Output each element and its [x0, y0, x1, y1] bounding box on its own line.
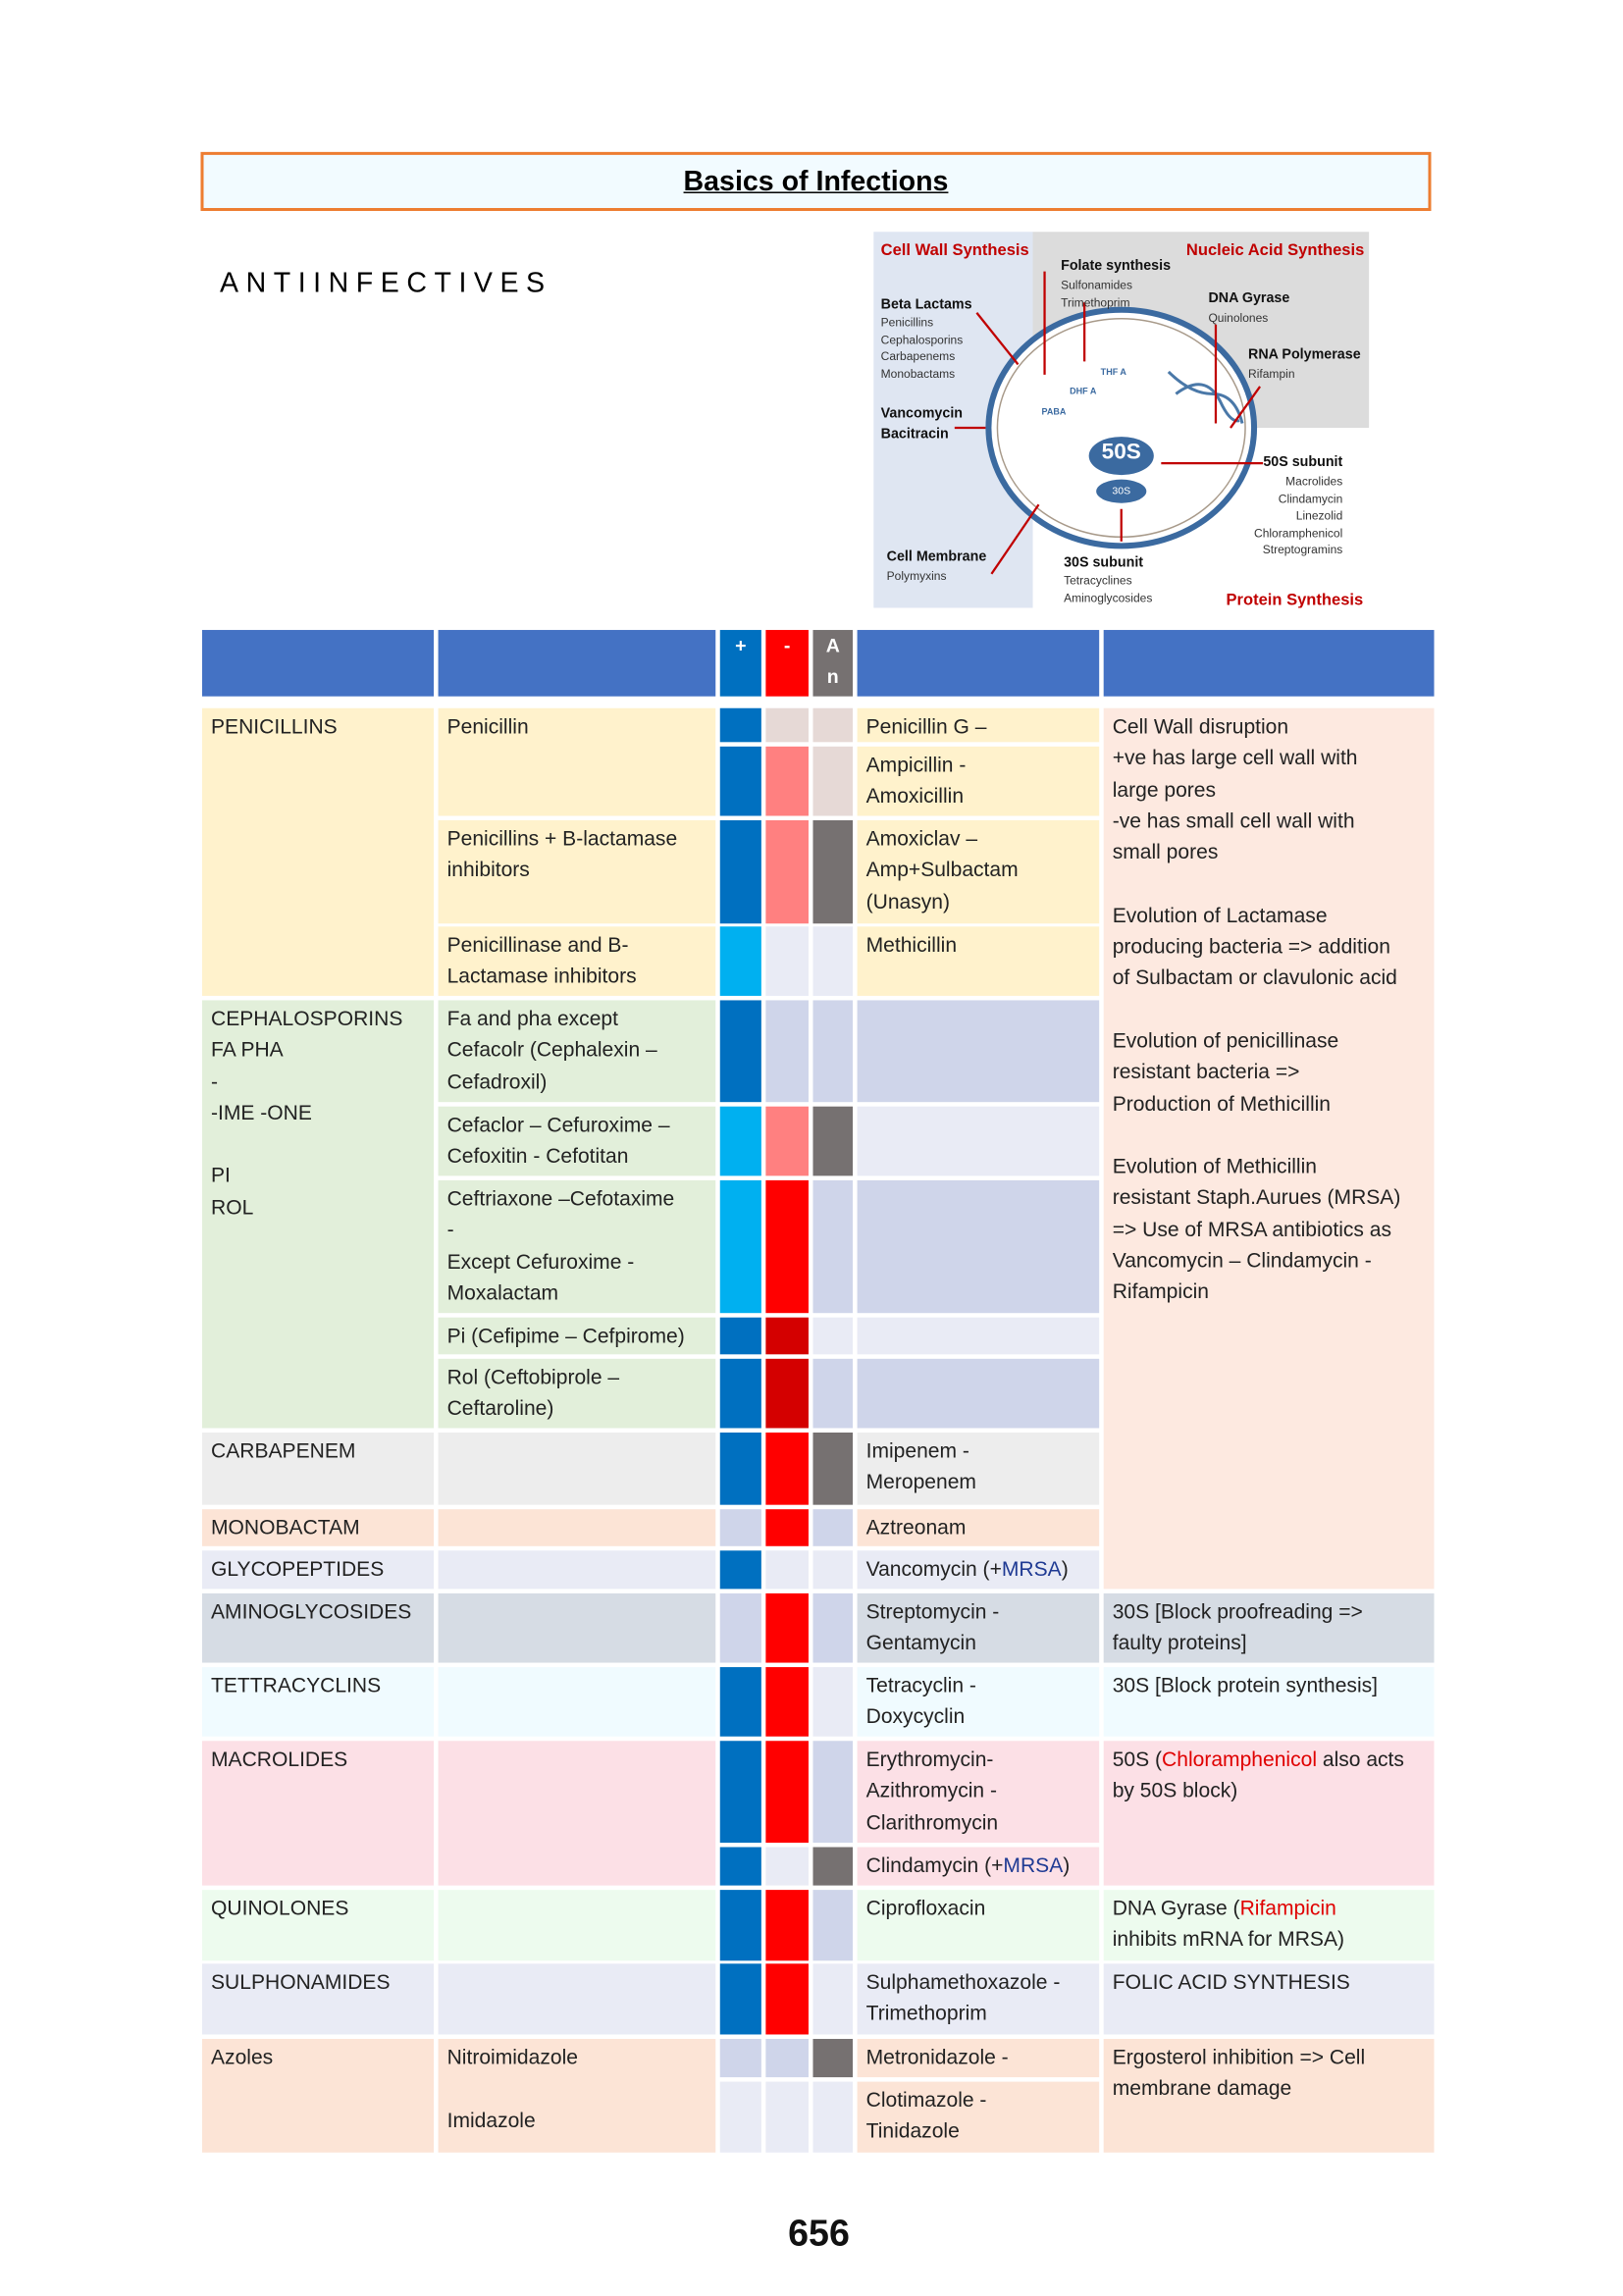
drug-subclass-cell: Rol (Ceftobiprole – Ceftaroline)	[439, 1359, 716, 1429]
s50-title: 50S subunit	[1263, 454, 1343, 471]
anaerobe-coverage-cell	[812, 1107, 853, 1176]
empty-subclass-cell	[439, 1509, 716, 1546]
drug-class-cell: QUINOLONES	[202, 1890, 434, 1960]
anaerobe-coverage-cell	[812, 2039, 853, 2077]
gram-positive-coverage-cell	[720, 1509, 761, 1546]
vancomycin-title: Vancomycin Bacitracin	[880, 405, 964, 444]
thfa-label: THF A	[1100, 368, 1126, 378]
anaerobe-coverage-cell	[812, 1318, 853, 1355]
gram-negative-coverage-cell	[765, 747, 809, 816]
cell-membrane-title: Cell Membrane	[886, 548, 987, 565]
cell-wall-title: Cell Wall Synthesis	[880, 241, 1029, 260]
mechanism-cell	[1104, 1741, 1435, 1885]
mechanism-cell: 30S [Block protein synthesis]	[1104, 1667, 1435, 1737]
folate-drugs: Sulfonamides Trimethoprim	[1061, 279, 1132, 310]
gram-negative-coverage-cell	[765, 2082, 809, 2153]
gram-positive-coverage-cell	[720, 1318, 761, 1355]
drug-class-cell: CARBAPENEM	[202, 1433, 434, 1505]
gram-positive-coverage-cell	[720, 708, 761, 743]
drug-name-cell: Metronidazole -	[858, 2039, 1100, 2077]
dhfa-label: DHF A	[1070, 388, 1097, 397]
drug-text: )	[1061, 1556, 1069, 1581]
mechanism-cell: 30S [Block proofreading => faulty proteins]	[1104, 1593, 1435, 1663]
drug-subclass-cell: Penicillins + B-lactamase inhibitors	[439, 820, 716, 923]
rna-polymerase-drugs: Rifampin	[1248, 367, 1295, 381]
gram-negative-coverage-cell	[765, 1550, 809, 1589]
anaerobe-coverage-cell	[812, 1593, 853, 1663]
gram-positive-coverage-cell	[720, 1359, 761, 1429]
gram-negative-coverage-cell	[765, 1433, 809, 1505]
gram-negative-coverage-cell	[765, 708, 809, 743]
gram-positive-coverage-cell	[720, 1593, 761, 1663]
gram-negative-coverage-cell	[765, 1963, 809, 2034]
gram-negative-coverage-cell	[765, 2039, 809, 2077]
anaerobe-coverage-cell	[812, 1741, 853, 1843]
gram-positive-coverage-cell	[720, 1963, 761, 2034]
anaerobe-coverage-cell	[812, 1848, 853, 1886]
mechanism-cell: Cell Wall disruption +ve has large cell wall with large pores -ve has small cell wall with small pores Evolution of Lactamase producing bacteria => addition of Sulbactam or clavulonic acid Evolution of penicillinase resistant bacteria => Production of Methicillin Evolution of Methicillin resistant Staph.Aurues (MRSA) => Use of MRSA antibiotics as Vancomycin – Clindamycin - Rifampicin	[1104, 708, 1435, 1590]
empty-subclass-cell	[439, 1741, 716, 1885]
drug-class-cell: AMINOGLYCOSIDES	[202, 1593, 434, 1663]
gram-positive-coverage-cell	[720, 1433, 761, 1505]
drug-name-cell: Imipenem - Meropenem	[858, 1433, 1100, 1505]
mechanism-text: inhibits mRNA for MRSA)	[1112, 1927, 1345, 1952]
table-header-cell: +	[720, 630, 761, 697]
drug-name-cell: Tetracyclin - Doxycyclin	[858, 1667, 1100, 1737]
anaerobe-coverage-cell	[812, 2082, 853, 2153]
anaerobe-coverage-cell	[812, 1180, 853, 1313]
gram-negative-coverage-cell	[765, 1848, 809, 1886]
anaerobe-coverage-cell	[812, 1509, 853, 1546]
drug-subclass-cell: Cefaclor – Cefuroxime – Cefoxitin - Cefotitan	[439, 1107, 716, 1176]
gram-positive-coverage-cell	[720, 1741, 761, 1843]
highlighted-drug: Chloramphenicol	[1162, 1747, 1318, 1771]
mechanism-text: 50S (	[1112, 1747, 1163, 1771]
anaerobe-coverage-cell	[812, 1890, 853, 1960]
drug-subclass-cell: Penicillin	[439, 708, 716, 816]
drug-name-cell: Sulphamethoxazole - Trimethoprim	[858, 1963, 1100, 2034]
gram-negative-coverage-cell	[765, 1593, 809, 1663]
drug-class-cell: GLYCOPEPTIDES	[202, 1550, 434, 1589]
empty-subclass-cell	[439, 1963, 716, 2034]
mrsa-highlight: MRSA	[1001, 1556, 1062, 1581]
table-header-cell	[858, 630, 1100, 697]
s50-drugs: Macrolides Clindamycin Linezolid Chloramphenicol Streptogramins	[1254, 475, 1343, 556]
gram-negative-coverage-cell	[765, 820, 809, 923]
blob-50s-label: 50S	[1101, 440, 1141, 465]
gram-positive-coverage-cell	[720, 1107, 761, 1176]
gram-negative-coverage-cell	[765, 1000, 809, 1102]
empty-subclass-cell	[439, 1667, 716, 1737]
drug-subclass-cell: Fa and pha except Cefacolr (Cephalexin – Cefadroxil)	[439, 1000, 716, 1102]
anaerobe-coverage-cell	[812, 1963, 853, 2034]
antibiotic-targets-diagram	[873, 232, 1369, 607]
section-subtitle: ANTIINFECTIVES	[220, 268, 552, 300]
empty-subclass-cell	[439, 1433, 716, 1505]
anaerobe-coverage-cell	[812, 1550, 853, 1589]
anaerobe-coverage-cell	[812, 1000, 853, 1102]
gram-positive-coverage-cell	[720, 1848, 761, 1886]
drug-name-cell: Erythromycin- Azithromycin - Clarithromycin	[858, 1741, 1100, 1843]
dna-gyrase-title: DNA Gyrase	[1208, 290, 1290, 307]
empty-subclass-cell	[439, 1890, 716, 1960]
anaerobe-coverage-cell	[812, 708, 853, 743]
drug-text: )	[1063, 1852, 1071, 1877]
mechanism-text: also acts by 50S block)	[1112, 1747, 1404, 1802]
beta-lactams-title: Beta Lactams	[880, 296, 972, 313]
table-header-cell	[439, 630, 716, 697]
drug-name-cell: Amoxiclav – Amp+Sulbactam (Unasyn)	[858, 820, 1100, 923]
gram-negative-coverage-cell	[765, 1318, 809, 1355]
table-header-cell: A n	[812, 630, 853, 697]
gram-positive-coverage-cell	[720, 2082, 761, 2153]
gram-negative-coverage-cell	[765, 1741, 809, 1843]
drug-class-cell: CEPHALOSPORINS FA PHA - -IME -ONE PI ROL	[202, 1000, 434, 1428]
mechanism-cell: FOLIC ACID SYNTHESIS	[1104, 1963, 1435, 2034]
drug-name-cell: Ciprofloxacin	[858, 1890, 1100, 1960]
anaerobe-coverage-cell	[812, 1667, 853, 1737]
gram-positive-coverage-cell	[720, 820, 761, 923]
gram-positive-coverage-cell	[720, 2039, 761, 2077]
drug-subclass-cell: Nitroimidazole Imidazole	[439, 2039, 716, 2153]
anaerobe-coverage-cell	[812, 747, 853, 816]
drug-subclass-cell: Ceftriaxone –Cefotaxime - Except Cefuroxime - Moxalactam	[439, 1180, 716, 1313]
beta-lactams-drugs: Penicillins Cephalosporins Carbapenems Monobactams	[880, 315, 964, 381]
table-header-cell: -	[765, 630, 809, 697]
mechanism-text: DNA Gyrase (	[1112, 1896, 1240, 1920]
empty-drug-cell	[858, 1000, 1100, 1102]
page-title: Basics of Infections	[683, 166, 949, 198]
gram-negative-coverage-cell	[765, 1509, 809, 1546]
drug-subclass-cell: Pi (Cefipime – Cefpirome)	[439, 1318, 716, 1355]
gram-negative-coverage-cell	[765, 1667, 809, 1737]
highlighted-drug: Rifampicin	[1239, 1896, 1336, 1920]
mrsa-highlight: MRSA	[1003, 1852, 1064, 1877]
s30-drugs: Tetracyclines Aminoglycosides	[1064, 573, 1153, 604]
drug-name-cell: Clotimazole - Tinidazole	[858, 2082, 1100, 2153]
paba-label: PABA	[1041, 408, 1067, 418]
drug-class-cell: Azoles	[202, 2039, 434, 2153]
table-header-cell	[202, 630, 434, 697]
gram-positive-coverage-cell	[720, 1550, 761, 1589]
gram-positive-coverage-cell	[720, 1890, 761, 1960]
gram-positive-coverage-cell	[720, 926, 761, 996]
gram-negative-coverage-cell	[765, 926, 809, 996]
drug-class-cell: SULPHONAMIDES	[202, 1963, 434, 2034]
drug-name-cell: Methicillin	[858, 926, 1100, 996]
s30-title: 30S subunit	[1064, 554, 1144, 571]
drug-class-cell: PENICILLINS	[202, 708, 434, 996]
drug-class-cell: MONOBACTAM	[202, 1509, 434, 1546]
drug-name-cell: Penicillin G –	[858, 708, 1100, 743]
mechanism-cell: Ergosterol inhibition => Cell membrane damage	[1104, 2039, 1435, 2153]
drug-text: Vancomycin (+	[865, 1556, 1002, 1581]
anaerobe-coverage-cell	[812, 1359, 853, 1429]
folate-title: Folate synthesis	[1061, 258, 1172, 275]
gram-negative-coverage-cell	[765, 1180, 809, 1313]
empty-drug-cell	[858, 1180, 1100, 1313]
cell-membrane-drugs: Polymyxins	[886, 569, 947, 583]
anaerobe-coverage-cell	[812, 926, 853, 996]
gram-negative-coverage-cell	[765, 1107, 809, 1176]
anaerobe-coverage-cell	[812, 820, 853, 923]
empty-subclass-cell	[439, 1593, 716, 1663]
empty-drug-cell	[858, 1318, 1100, 1355]
gram-negative-coverage-cell	[765, 1890, 809, 1960]
drug-name-cell: Aztreonam	[858, 1509, 1100, 1546]
title-box	[200, 152, 1431, 211]
drug-name-cell: Ampicillin - Amoxicillin	[858, 747, 1100, 816]
empty-drug-cell	[858, 1359, 1100, 1429]
rna-polymerase-title: RNA Polymerase	[1248, 346, 1361, 363]
table-header-cell	[1104, 630, 1435, 697]
gram-positive-coverage-cell	[720, 1000, 761, 1102]
empty-subclass-cell	[439, 1550, 716, 1589]
nucleic-title: Nucleic Acid Synthesis	[1185, 241, 1365, 260]
page-number: 656	[788, 2213, 850, 2255]
empty-drug-cell	[858, 1107, 1100, 1176]
drug-name-cell	[858, 1550, 1100, 1589]
drug-text: Clindamycin (+	[865, 1852, 1004, 1877]
drug-name-cell	[858, 1848, 1100, 1886]
mechanism-cell	[1104, 1890, 1435, 1960]
anaerobe-coverage-cell	[812, 1433, 853, 1505]
blob-30s-label: 30S	[1112, 487, 1131, 497]
gram-negative-coverage-cell	[765, 1359, 809, 1429]
protein-title: Protein Synthesis	[1226, 591, 1364, 608]
gram-positive-coverage-cell	[720, 747, 761, 816]
drug-class-cell: TETTRACYCLINS	[202, 1667, 434, 1737]
gram-positive-coverage-cell	[720, 1667, 761, 1737]
gram-positive-coverage-cell	[720, 1180, 761, 1313]
drug-class-cell: MACROLIDES	[202, 1741, 434, 1885]
drug-name-cell: Streptomycin - Gentamycin	[858, 1593, 1100, 1663]
drug-subclass-cell: Penicillinase and B- Lactamase inhibitors	[439, 926, 716, 996]
dna-gyrase-drugs: Quinolones	[1208, 311, 1269, 325]
